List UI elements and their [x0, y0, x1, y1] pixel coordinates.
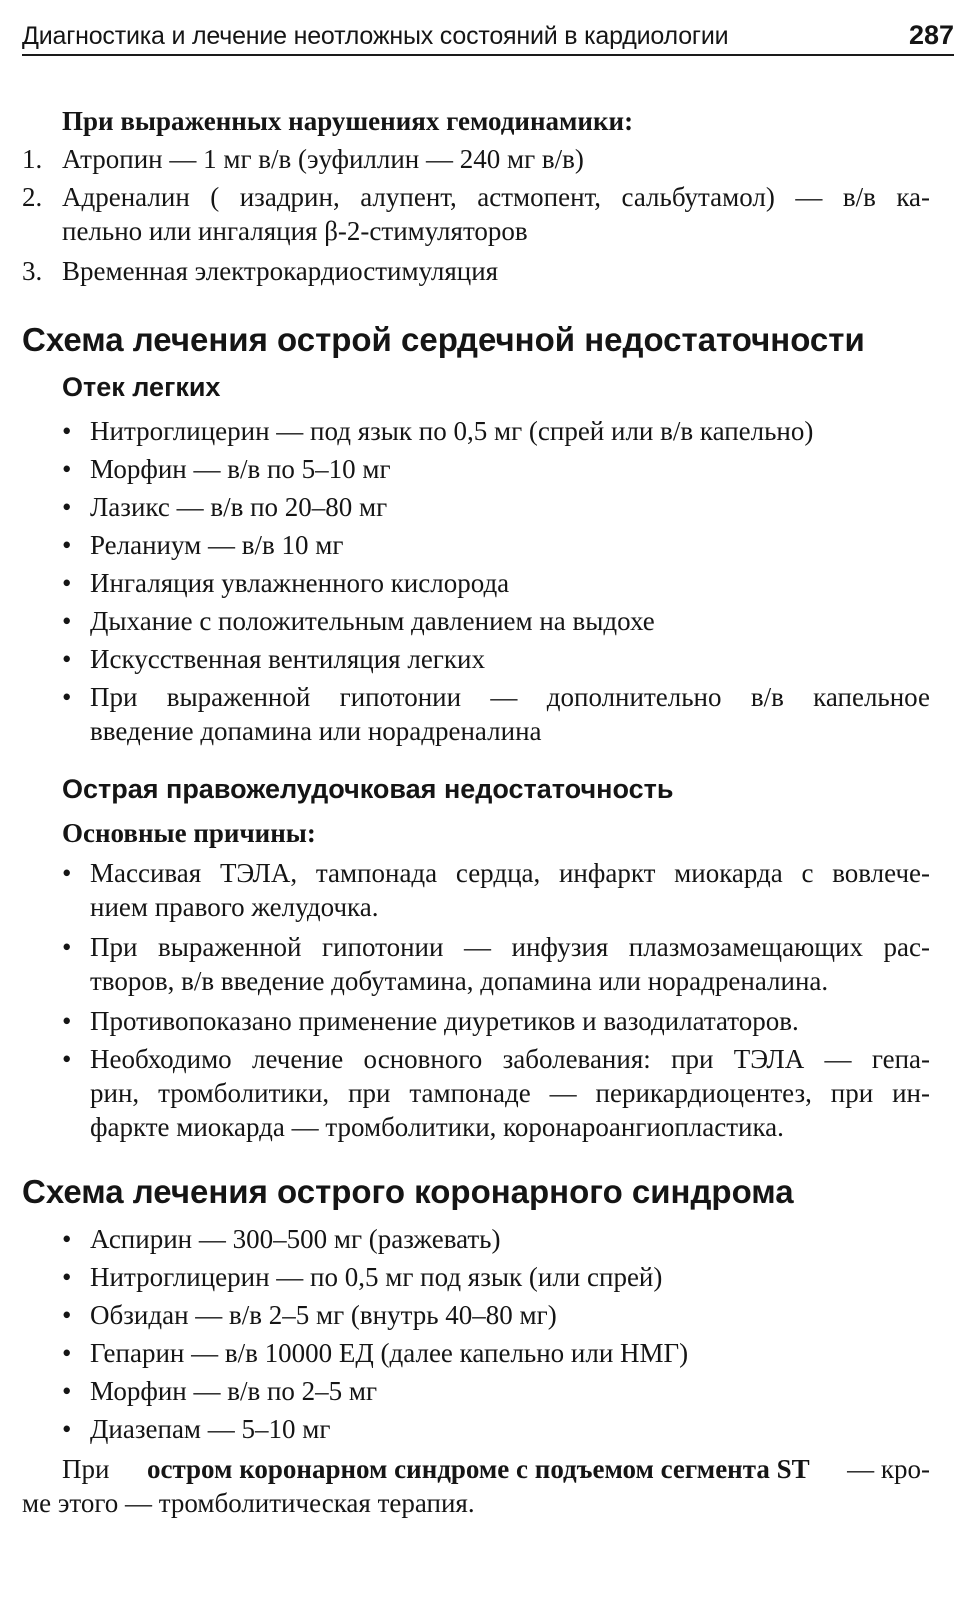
- bullet: •: [62, 682, 72, 712]
- bullet: •: [62, 606, 72, 636]
- acs-note-line-2: ме этого — тромболитическая терапия.: [22, 1488, 475, 1518]
- rv-item-1-line-1: Массивая ТЭЛА, тампонада сердца, инфаркт миокарда с вовлече-: [90, 858, 930, 888]
- subsection-title-edema: Отек легких: [62, 372, 221, 402]
- intro-item-2-line-2: пельно или ингаляция β-2-стимуляторов: [62, 216, 528, 246]
- edema-item-6: Дыхание с положительным давлением на выдохе: [90, 606, 655, 636]
- edema-item-8-line-2: введение допамина или норадреналина: [90, 716, 542, 746]
- edema-item-8-line-1: При выраженной гипотонии — дополнительно в/в капельное: [90, 682, 930, 712]
- bullet: •: [62, 1376, 72, 1406]
- intro-item-2-line-1: Адреналин ( изадрин, алупент, астмопент, сальбутамол) — в/в ка-: [62, 182, 930, 212]
- running-header: [22, 18, 954, 56]
- rv-item-3: Противопоказано применение диуретиков и вазодилататоров.: [90, 1006, 799, 1036]
- edema-item-5: Ингаляция увлажненного кислорода: [90, 568, 510, 598]
- rv-item-4-line-1: Необходимо лечение основного заболевания: при ТЭЛА — гепа-: [90, 1044, 930, 1074]
- bullet: •: [62, 1044, 72, 1074]
- acs-note-prefix: При: [62, 1454, 110, 1484]
- rv-item-1-line-2: нием правого желудочка.: [90, 892, 379, 922]
- acs-note-suffix: — кро-: [847, 1454, 930, 1484]
- intro-item-3-text: Временная электрокардиостимуляция: [62, 256, 499, 286]
- bullet: •: [62, 932, 72, 962]
- edema-item-7: Искусственная вентиляция легких: [90, 644, 485, 674]
- bullet: •: [62, 644, 72, 674]
- edema-item-2: Морфин — в/в по 5–10 мг: [90, 454, 391, 484]
- acs-item-3: Обзидан — в/в 2–5 мг (внутрь 40–80 мг): [90, 1300, 557, 1330]
- bullet: •: [62, 1300, 72, 1330]
- intro-item-1-number: 1.: [22, 144, 43, 174]
- page-number: 287: [908, 20, 954, 50]
- bullet: •: [62, 858, 72, 888]
- bullet: •: [62, 1262, 72, 1292]
- section-title-acs: Схема лечения острого коронарного синдрома: [22, 1173, 794, 1210]
- edema-item-3: Лазикс — в/в по 20–80 мг: [90, 492, 388, 522]
- intro-item-2-number: 2.: [22, 182, 43, 212]
- bullet: •: [62, 568, 72, 598]
- rv-item-2-line-2: творов, в/в введение добутамина, допамина или норадреналина.: [90, 966, 829, 996]
- bullet: •: [62, 492, 72, 522]
- subsection-title-rv: Острая правожелудочковая недостаточность: [62, 774, 674, 804]
- intro-heading: При выраженных нарушениях гемодинамики:: [62, 106, 634, 136]
- running-header-title: Диагностика и лечение неотложных состояний в кардиологии: [22, 22, 729, 50]
- edema-item-4: Реланиум — в/в 10 мг: [90, 530, 344, 560]
- acs-note-bold: остром коронарном синдроме с подъемом сегмента ST: [146, 1454, 810, 1484]
- bullet: •: [62, 530, 72, 560]
- acs-item-1: Аспирин — 300–500 мг (разжевать): [90, 1224, 501, 1254]
- bullet: •: [62, 1224, 72, 1254]
- bullet: •: [62, 1338, 72, 1368]
- bullet: •: [62, 454, 72, 484]
- acs-item-4: Гепарин — в/в 10000 ЕД (далее капельно или НМГ): [90, 1338, 689, 1368]
- section-title-ahf: Схема лечения острой сердечной недостаточности: [22, 321, 865, 358]
- rv-item-4-line-2: рин, тромболитики, при тампонаде — перикардиоцентез, при ин-: [90, 1078, 930, 1108]
- rv-item-2-line-1: При выраженной гипотонии — инфузия плазмозамещающих рас-: [90, 932, 930, 962]
- bullet: •: [62, 1006, 72, 1036]
- acs-note-line-1: [62, 1452, 930, 1486]
- bullet: •: [62, 1414, 72, 1444]
- acs-item-2: Нитроглицерин — по 0,5 мг под язык (или спрей): [90, 1262, 663, 1292]
- edema-item-1: Нитроглицерин — под язык по 0,5 мг (спрей или в/в капельно): [90, 416, 814, 446]
- acs-item-6: Диазепам — 5–10 мг: [90, 1414, 331, 1444]
- intro-item-1-text: Атропин — 1 мг в/в (эуфиллин — 240 мг в/в): [62, 144, 584, 174]
- rv-item-4-line-3: фаркте миокарда — тромболитики, коронароангиопластика.: [90, 1112, 784, 1142]
- rv-causes-heading: Основные причины:: [62, 818, 316, 848]
- intro-item-3-number: 3.: [22, 256, 43, 286]
- acs-item-5: Морфин — в/в по 2–5 мг: [90, 1376, 378, 1406]
- bullet: •: [62, 416, 72, 446]
